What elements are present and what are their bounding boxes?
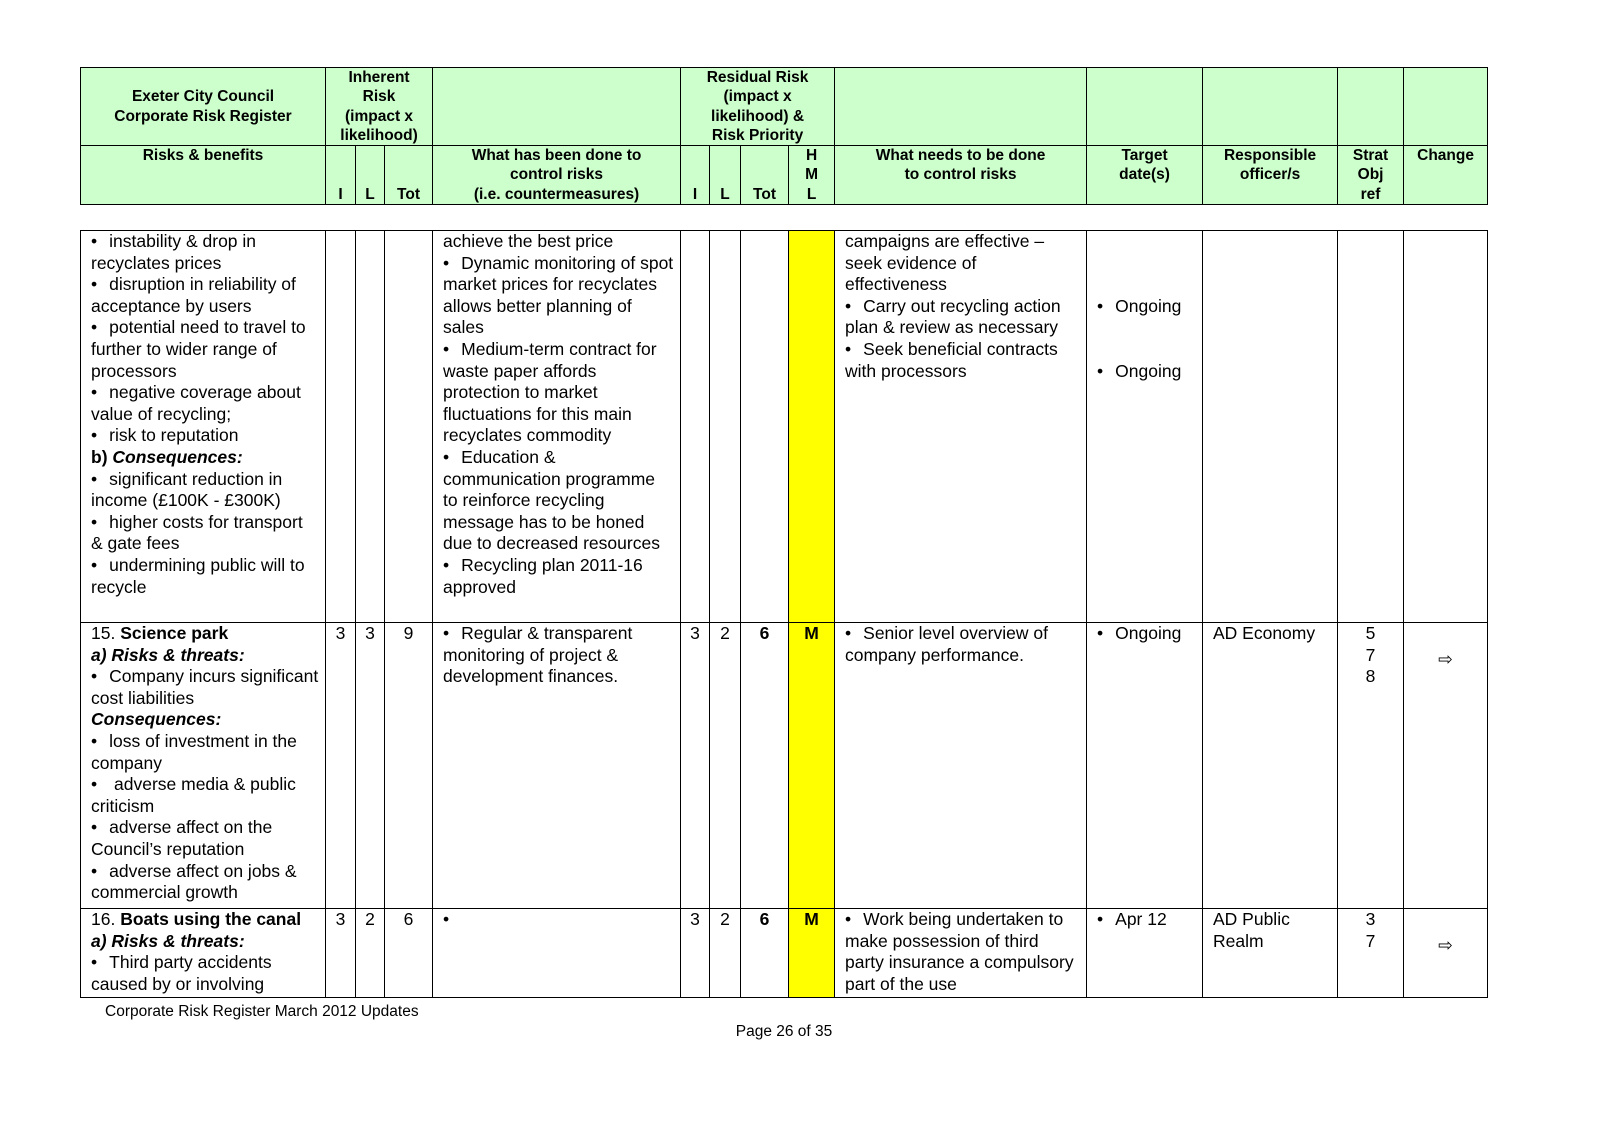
needs-cell — [835, 909, 1087, 998]
residual-res_i — [681, 231, 710, 623]
bullet-text: Education & communication programme to reinforce recycling message has to be honed due to decreased resources — [443, 446, 660, 554]
bullet-text: potential need to travel to further to wider range of processors — [91, 317, 306, 381]
paragraph — [91, 909, 319, 931]
header-blank — [1203, 68, 1338, 146]
residual-res_i: 3 — [681, 909, 710, 998]
bullet-text: adverse media & public criticism — [91, 774, 296, 816]
bullet-text: loss of investment in the company — [91, 730, 297, 773]
col-change: Change — [1404, 146, 1488, 205]
bullet-icon: • — [91, 860, 98, 881]
col-inherent-l: L — [356, 146, 385, 205]
bullet-text: significant reduction in income (£100K - £300K) — [91, 468, 283, 511]
paragraph — [91, 382, 319, 425]
strat-cell — [1338, 231, 1404, 623]
bullet-icon: • — [443, 446, 450, 467]
inherent-inh_tot — [385, 231, 433, 623]
bullet-icon: • — [91, 382, 98, 403]
paragraph — [1097, 274, 1196, 296]
col-hml: H M L — [789, 146, 835, 205]
inherent-inh_i — [326, 231, 356, 623]
paragraph — [443, 909, 674, 931]
bullet-text: Seek beneficial contracts with processors — [845, 338, 1058, 381]
residual-tot: 6 — [741, 909, 789, 998]
bullet-text: risk to reputation — [109, 425, 239, 446]
needs-cell — [835, 231, 1087, 623]
priority-badge — [789, 231, 835, 623]
bullet-icon: • — [91, 231, 98, 251]
risk-number: 15. — [91, 623, 121, 643]
bullet-icon: • — [91, 511, 98, 532]
paragraph — [443, 253, 674, 339]
bullet-text: Carry out recycling action plan & review as necessary — [845, 295, 1061, 338]
target-cell — [1087, 231, 1203, 623]
paragraph — [1097, 296, 1196, 318]
paragraph — [91, 666, 319, 709]
paragraph — [1097, 623, 1196, 645]
paragraph — [1097, 253, 1196, 275]
bullet-text: Third party accidents caused by or involving — [91, 952, 272, 994]
inherent-inh_tot: 6 — [385, 909, 433, 998]
paragraph: achieve the best price — [443, 231, 614, 251]
heading-text: Consequences: — [112, 446, 243, 467]
risks-cell — [81, 231, 326, 623]
done-content — [433, 623, 680, 908]
bullet-icon: • — [1097, 909, 1104, 929]
bullet-icon: • — [91, 554, 98, 575]
paragraph — [91, 861, 319, 904]
paragraph — [91, 774, 319, 817]
header-blank — [835, 68, 1087, 146]
footer-title: Corporate Risk Register March 2012 Updates — [105, 1003, 419, 1020]
needs-content — [835, 623, 1086, 908]
col-residual-tot: Tot — [741, 146, 789, 205]
bullet-icon: • — [443, 623, 450, 643]
target-cell — [1087, 623, 1203, 909]
bullet-icon: • — [1097, 623, 1104, 643]
inherent-inh_l: 2 — [356, 909, 385, 998]
strat-ref: 5 — [1365, 623, 1376, 643]
bullet-icon: • — [91, 425, 98, 446]
change-cell — [1404, 909, 1488, 998]
inherent-inh_tot: 9 — [385, 623, 433, 909]
register-title — [81, 68, 326, 146]
needs-cell — [835, 623, 1087, 909]
strat-cell — [1338, 623, 1404, 909]
header-blank — [1338, 68, 1404, 146]
bullet-icon: • — [443, 909, 450, 929]
bullet-text: Ongoing — [1115, 295, 1182, 316]
bullet-icon: • — [443, 338, 450, 359]
bullet-text: instability & drop in recyclates prices — [91, 231, 257, 273]
risks-content — [81, 909, 325, 997]
bullet-icon: • — [845, 623, 852, 643]
paragraph — [443, 339, 674, 447]
header-blank — [1404, 68, 1488, 146]
paragraph — [91, 512, 319, 555]
paragraph — [91, 731, 319, 774]
strat-ref: 8 — [1365, 666, 1376, 687]
title-line: Exeter City Council — [131, 88, 275, 106]
paragraph — [1097, 317, 1196, 339]
done-cell — [433, 909, 681, 998]
priority-badge: M — [789, 909, 835, 998]
bullet-text: higher costs for transport & gate fees — [91, 511, 303, 554]
paragraph — [845, 623, 1080, 666]
col-residual-i: I — [681, 146, 710, 205]
bullet-text: Regular & transparent monitoring of project & development finances. — [443, 623, 633, 687]
needs-content — [835, 231, 1086, 622]
paragraph — [91, 231, 319, 274]
right-arrow-icon: ⇨ — [1438, 649, 1453, 669]
residual-tot: 6 — [741, 623, 789, 909]
bullet-icon: • — [91, 666, 98, 687]
bullet-icon: • — [91, 317, 98, 338]
done-content — [433, 909, 680, 997]
header-blank — [433, 68, 681, 146]
strat-ref: 7 — [1365, 644, 1376, 665]
bullet-icon: • — [443, 252, 450, 273]
paragraph — [91, 447, 319, 469]
page-number: Page 26 of 35 — [735, 1023, 833, 1040]
right-arrow-icon: ⇨ — [1438, 935, 1453, 955]
bullet-text: Recycling plan 2011-16 approved — [443, 554, 643, 597]
bullet-icon: • — [443, 554, 450, 575]
risks-cell — [81, 909, 326, 998]
bullet-icon: • — [845, 295, 852, 316]
strat-ref: 7 — [1365, 930, 1376, 951]
col-risks-benefits: Risks & benefits — [81, 146, 326, 205]
bullet-icon: • — [845, 909, 852, 929]
target-content — [1087, 623, 1202, 908]
strat-ref: 3 — [1365, 909, 1376, 929]
paragraph — [1097, 339, 1196, 361]
priority-badge: M — [789, 623, 835, 909]
needs-content — [835, 909, 1086, 997]
paragraph — [91, 425, 319, 447]
bullet-text: Ongoing — [1115, 623, 1182, 643]
bullet-icon: • — [91, 730, 98, 751]
col-residual-l: L — [710, 146, 741, 205]
inherent-inh_i: 3 — [326, 623, 356, 909]
paragraph — [91, 645, 319, 667]
paragraph — [91, 817, 319, 860]
inherent-inh_l — [356, 231, 385, 623]
target-content — [1087, 909, 1202, 997]
bullet-icon: • — [1097, 360, 1104, 381]
col-officer: Responsible officer/s — [1203, 146, 1338, 205]
inherent-inh_l: 3 — [356, 623, 385, 909]
risk-title: Science park — [120, 623, 229, 643]
target-cell — [1087, 909, 1203, 998]
strat-cell — [1338, 909, 1404, 998]
heading-text: Consequences: — [91, 709, 222, 730]
col-needs: What needs to be done to control risks — [835, 146, 1087, 205]
bullet-text: adverse affect on jobs & commercial growth — [91, 860, 297, 903]
paragraph — [845, 296, 1080, 339]
responsible-officer: AD Public Realm — [1213, 909, 1290, 951]
paragraph — [91, 317, 319, 382]
officer-cell — [1203, 909, 1338, 998]
change-cell — [1404, 231, 1488, 623]
col-strat: Strat Obj ref — [1338, 146, 1404, 205]
inherent-risk-header: Inherent Risk (impact x likelihood) — [326, 68, 433, 146]
bullet-text: undermining public will to recycle — [91, 554, 305, 597]
paragraph — [443, 447, 674, 555]
paragraph — [1097, 361, 1196, 383]
bullet-text: Ongoing — [1115, 360, 1182, 381]
bullet-icon: • — [91, 468, 98, 489]
paragraph — [845, 909, 1080, 995]
done-cell — [433, 623, 681, 909]
paragraph — [91, 555, 319, 598]
table-row — [81, 231, 1488, 623]
risks-content — [81, 231, 325, 622]
paragraph — [91, 623, 319, 645]
bullet-text: negative coverage about value of recycling; — [91, 382, 301, 424]
paragraph — [91, 274, 319, 317]
col-target: Target date(s) — [1087, 146, 1203, 205]
bullet-text: Apr 12 — [1115, 909, 1167, 929]
title-line: Corporate Risk Register — [114, 107, 292, 125]
bullet-text: Work being undertaken to make possession of third party insurance a compulsory part of the use — [845, 909, 1074, 994]
paragraph — [845, 339, 1080, 382]
bullet-icon: • — [91, 774, 98, 795]
bullet-icon: • — [91, 817, 98, 838]
done-cell — [433, 231, 681, 623]
register-body — [80, 230, 1488, 998]
bullet-text: disruption in reliability of acceptance by users — [91, 274, 296, 316]
paragraph: campaigns are effective – seek evidence of effectiveness — [845, 231, 1045, 295]
heading-text: a) Risks & threats: — [91, 644, 245, 665]
header-blank — [1087, 68, 1203, 146]
responsible-officer: AD Economy — [1213, 623, 1316, 643]
residual-res_l: 2 — [710, 623, 741, 909]
paragraph — [1097, 231, 1196, 253]
bullet-icon: • — [91, 274, 98, 295]
bullet-text: Medium-term contract for waste paper affords protection to market fluctuations for this main recyclates commodity — [443, 338, 657, 446]
residual-res_l — [710, 231, 741, 623]
table-row — [81, 623, 1488, 909]
col-inherent-i: I — [326, 146, 356, 205]
paragraph — [91, 709, 319, 731]
table-row — [81, 909, 1488, 998]
paragraph — [443, 555, 674, 598]
residual-res_l: 2 — [710, 909, 741, 998]
inherent-inh_i: 3 — [326, 909, 356, 998]
paragraph — [443, 623, 674, 688]
register-header — [80, 67, 1488, 205]
done-content — [433, 231, 680, 622]
bullet-text: adverse affect on the Council’s reputation — [91, 817, 273, 859]
paragraph — [91, 952, 319, 995]
paragraph — [91, 469, 319, 512]
col-inherent-tot: Tot — [385, 146, 433, 205]
change-cell — [1404, 623, 1488, 909]
col-done: What has been done to control risks (i.e. countermeasures) — [433, 146, 681, 205]
target-content — [1087, 231, 1202, 622]
heading-text: a) Risks & threats: — [91, 930, 245, 951]
bullet-text: Senior level overview of company performance. — [845, 623, 1048, 665]
bullet-icon: • — [1097, 295, 1104, 316]
risk-number: 16. — [91, 909, 121, 929]
officer-cell — [1203, 623, 1338, 909]
risk-title: Boats using the canal — [120, 909, 302, 929]
bullet-text: Dynamic monitoring of spot market prices for recyclates allows better planning of sales — [443, 252, 674, 338]
residual-risk-header: Residual Risk (impact x likelihood) & Risk Priority — [681, 68, 835, 146]
risks-content — [81, 623, 325, 908]
residual-res_i: 3 — [681, 623, 710, 909]
heading-prefix: b) — [91, 446, 113, 467]
bullet-text: Company incurs significant cost liabilities — [91, 666, 319, 708]
paragraph — [91, 931, 319, 953]
residual-tot — [741, 231, 789, 623]
paragraph — [1097, 909, 1196, 931]
bullet-icon: • — [91, 952, 98, 973]
bullet-icon: • — [845, 338, 852, 359]
risks-cell — [81, 623, 326, 909]
officer-cell — [1203, 231, 1338, 623]
